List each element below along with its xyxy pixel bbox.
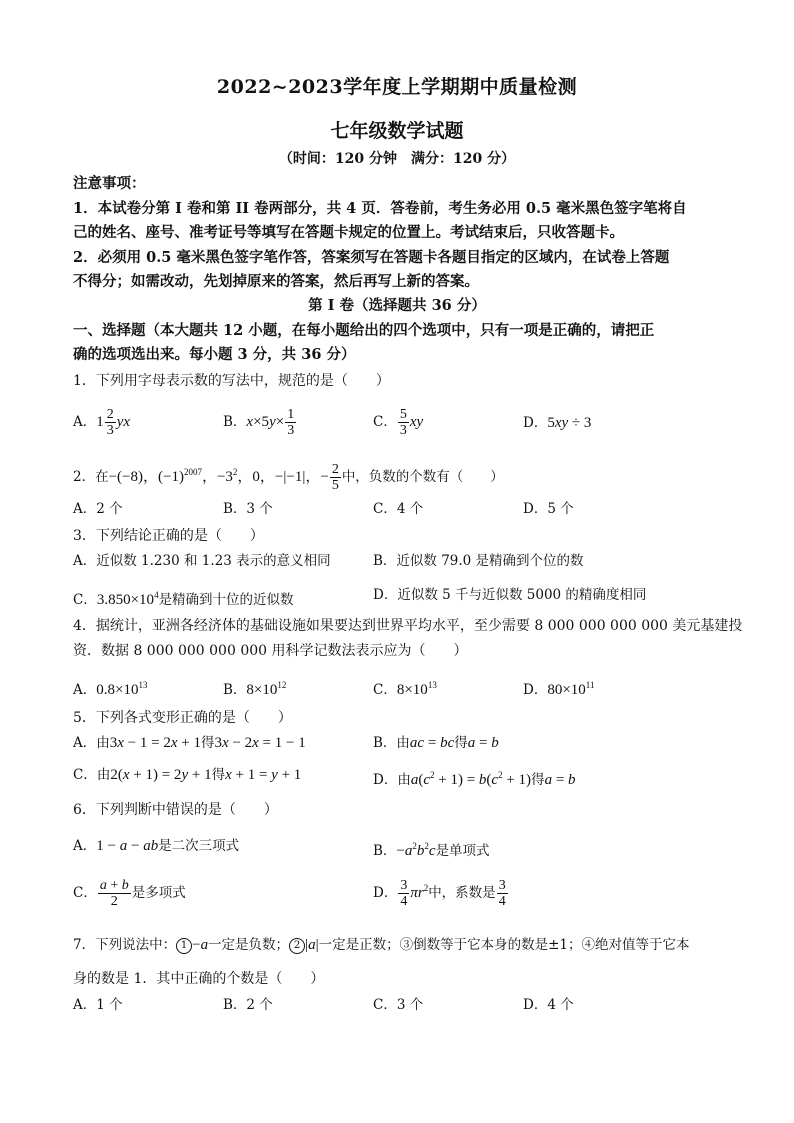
exam-subtitle: 七年级数学试题	[330, 120, 464, 142]
notice-item-2-line-1: 2．必须用 0.5 毫米黑色签字笔作答，答案须写在答题卡各题目指定的区域内，在试卷上答题	[73, 249, 670, 266]
q6-option-a: A．1 − a − ab是二次三项式	[73, 838, 240, 854]
q4-line-1: 4．据统计，亚洲各经济体的基础设施如果要达到世界平均水平，至少需要 8 000 000 000 000 美元基建投	[73, 618, 743, 634]
q1-option-c: C． $\frac{5}{3}$ xy	[373, 407, 424, 438]
q4-line-2: 资．数据 8 000 000 000 000 用科学记数法表示应为（ ）	[73, 643, 468, 659]
q5-option-c: C．由2(x + 1) = 2y + 1得x + 1 = y + 1	[73, 767, 302, 783]
q7-line-2: 身的数是 1．其中正确的个数是（ ）	[73, 971, 325, 987]
section-heading-line-1: 一、选择题（本大题共 12 小题，在每小题给出的四个选项中，只有一项是正确的，请把正	[73, 322, 655, 339]
q7-option-b: B．2 个	[223, 997, 273, 1013]
q2-option-a: A．2 个	[73, 501, 123, 517]
circled-one-icon: 1	[176, 938, 192, 954]
q3-option-b: B．近似数 79.0 是精确到个位的数	[373, 553, 584, 569]
q6-option-c: C． $\frac{a + b}{2}$ 是多项式	[73, 878, 186, 909]
notice-item-1-line-1: 1．本试卷分第 I 卷和第 II 卷两部分，共 4 页．答卷前，考生务必用 0.5 毫米黑色签字笔将自	[73, 200, 687, 217]
q6-option-b: B．$-a^2b^2c$是单项式	[373, 841, 490, 859]
q6-option-d: D． $\frac{3}{4}$ $\pi r^2$中，系数是 $\frac{3}{4}$	[373, 878, 506, 909]
q7-option-d: D．4 个	[523, 997, 574, 1013]
q5-option-d: D．由$a(c^2 + 1) = b(c^2 + 1)$得a = b	[373, 770, 576, 788]
part1-heading: 第 I 卷（选择题共 36 分）	[308, 297, 486, 314]
section-heading-line-2: 确的选项选出来。每小题 3 分，共 36 分）	[73, 346, 356, 363]
q4-option-a: A．$0.8\times 10^{13}$	[73, 680, 148, 698]
q2-option-c: C．4 个	[373, 501, 424, 517]
q3-option-c: C．$3.850\times 10^4$是精确到十位的近似数	[73, 590, 294, 608]
time-info: （时间：120 分钟 满分：120 分）	[278, 151, 516, 167]
notice-item-2-line-2: 不得分；如需改动，先划掉原来的答案，然后再写上新的答案。	[73, 273, 479, 290]
q5-stem: 5．下列各式变形正确的是（ ）	[73, 710, 292, 726]
q2-stem: 2．在−(−8)，$(-1)^{2007}$，$-3^2$，0，−|−1|，− $\frac{2}{5}$ 中，负数的个数有（ ）	[73, 462, 504, 493]
q4-option-b: B．$8\times 10^{12}$	[223, 680, 287, 698]
q2-option-b: B．3 个	[223, 501, 273, 517]
exam-title: 2022~2023学年度上学期期中质量检测	[216, 76, 578, 98]
q1-stem: 1．下列用字母表示数的写法中，规范的是（ ）	[73, 373, 390, 389]
q1-option-b: B．x×5y× $\frac{1}{3}$	[223, 407, 295, 438]
q1-option-a: A．1 $\frac{2}{3}$ yx	[73, 407, 131, 438]
q1-option-d: D．5xy ÷ 3	[523, 415, 592, 431]
q3-option-d: D．近似数 5 千与近似数 5000 的精确度相同	[373, 587, 647, 603]
q7-option-c: C．3 个	[373, 997, 424, 1013]
notice-heading: 注意事项：	[73, 175, 146, 192]
q3-stem: 3．下列结论正确的是（ ）	[73, 528, 264, 544]
q5-option-a: A．由3x − 1 = 2x + 1得3x − 2x = 1 − 1	[73, 735, 306, 751]
q4-option-c: C．$8\times 10^{13}$	[373, 680, 437, 698]
q7-option-a: A．1 个	[73, 997, 123, 1013]
q2-option-d: D．5 个	[523, 501, 574, 517]
circled-two-icon: 2	[289, 938, 305, 954]
notice-item-1-line-2: 己的姓名、座号、准考证号等填写在答题卡规定的位置上。考试结束后，只收答题卡。	[73, 224, 624, 241]
q6-stem: 6．下列判断中错误的是（ ）	[73, 802, 278, 818]
q4-option-d: D．$80\times 10^{11}$	[523, 680, 595, 698]
q5-option-b: B．由ac = bc得a = b	[373, 735, 499, 751]
q3-option-a: A．近似数 1.230 和 1.23 表示的意义相同	[73, 553, 331, 569]
q7-line-1: 7．下列说法中： 1 −a一定是负数； 2 |a|一定是正数；③倒数等于它本身的数是±1；④绝对值等于它本	[73, 937, 690, 953]
